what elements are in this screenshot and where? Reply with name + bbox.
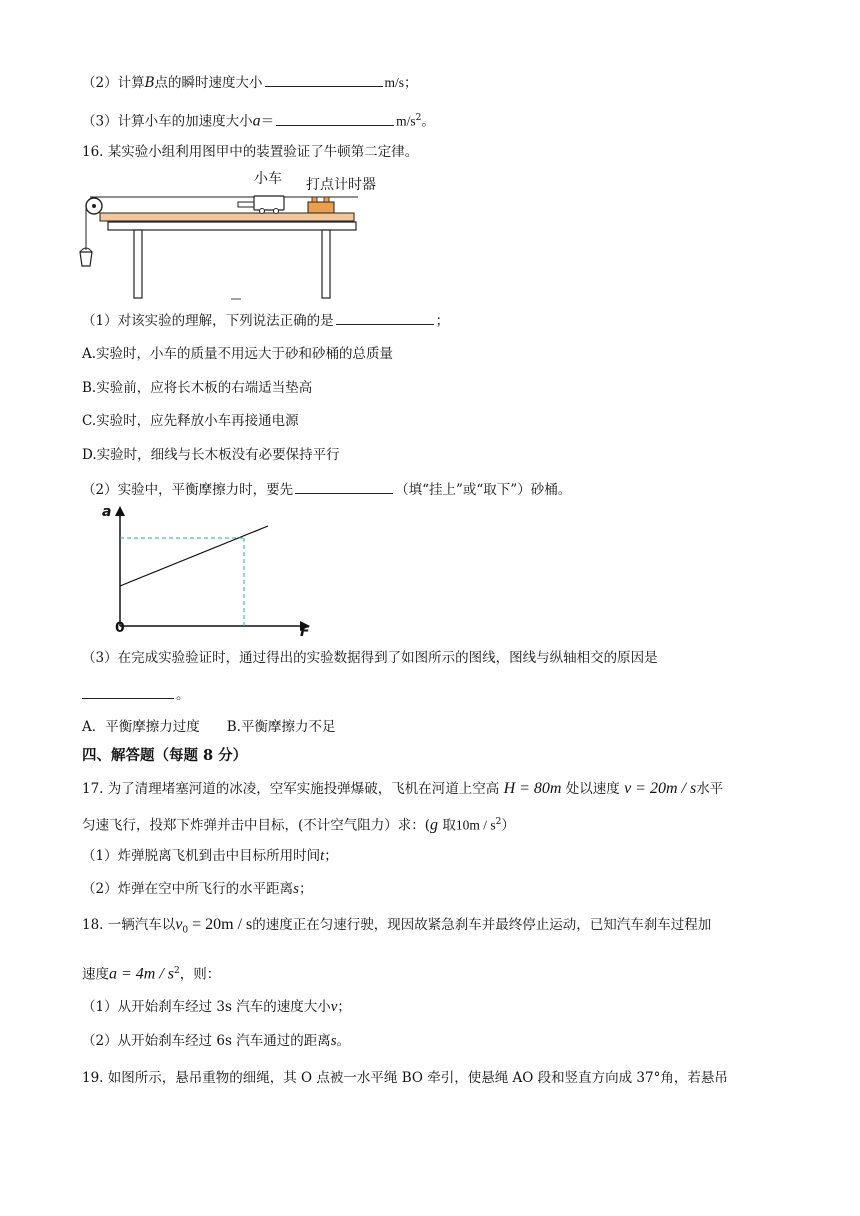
option-a: A.实验时，小车的质量不用远大于砂和砂桶的总质量 bbox=[82, 346, 394, 362]
question-17-cont: 匀速飞行，投郑下炸弹并击中目标，(不计空气阻力）求：(g 取$10m / s^2$） bbox=[82, 816, 515, 834]
long-board bbox=[100, 213, 354, 221]
question-16-1: （1）对该实验的理解，下列说法正确的是 ； bbox=[82, 310, 449, 331]
origin-label: 0 bbox=[115, 620, 125, 636]
cart-label: 小车 bbox=[254, 171, 282, 187]
question-16-2: （2）实验中，平衡摩擦力时，要先 （填“挂上”或“取下”）砂桶。 bbox=[82, 479, 571, 500]
section-heading: 四、解答题（每题 8 分） bbox=[82, 747, 248, 764]
table-leg-left bbox=[134, 230, 142, 298]
cart-wheel bbox=[260, 209, 265, 214]
question-15-3: （3）计算小车的加速度大小$a= m/s^2$。 bbox=[82, 112, 435, 130]
question-15-2: （2）计算B点的瞬时速度大小 m/s； bbox=[82, 72, 418, 93]
cart-rod bbox=[238, 202, 254, 207]
answer-blank[interactable] bbox=[276, 111, 394, 126]
table-leg-right bbox=[322, 230, 330, 298]
option-c: C.实验时，应先释放小车再接通电源 bbox=[82, 413, 299, 429]
y-axis-label: a bbox=[102, 504, 112, 520]
table-top bbox=[108, 222, 356, 230]
timer-label: 打点计时器 bbox=[306, 177, 376, 193]
question-17-1: （1）炸弹脱离飞机到击中目标所用时间t； bbox=[82, 848, 338, 864]
question-18-cont: 速度$a = 4m / s^2$，则： bbox=[82, 965, 221, 983]
question-17-2: （2）炸弹在空中所飞行的水平距离s； bbox=[82, 881, 313, 897]
graph-line bbox=[120, 526, 268, 586]
question-17: 17. 为了清理堵塞河道的冰凌，空军实施投弹爆破，飞机在河道上空高 H = 80m 处以速度 v = 20m / s水平 bbox=[82, 780, 724, 797]
answer-blank[interactable] bbox=[82, 684, 174, 699]
y-axis-arrow bbox=[115, 506, 125, 516]
timer-knob bbox=[312, 197, 317, 202]
question-16: 16. 某实验小组利用图甲中的装置验证了牛顿第二定律。 bbox=[82, 144, 419, 160]
timer-knob bbox=[324, 197, 329, 202]
timer bbox=[308, 202, 334, 213]
cart-wheel bbox=[274, 209, 279, 214]
x-axis-label: F bbox=[300, 624, 310, 640]
answer-blank[interactable] bbox=[265, 72, 383, 87]
question-16-3-blank-line: 。 bbox=[82, 684, 190, 705]
question-18-2: （2）从开始刹车经过 6s 汽车通过的距离s。 bbox=[82, 1033, 351, 1049]
question-18-1: （1）从开始刹车经过 3s 汽车的速度大小v； bbox=[82, 999, 351, 1015]
option-b: B.实验前，应将长木板的右端适当垫高 bbox=[82, 380, 313, 396]
question-18: 18. 一辆汽车以$v_0 = 20m / s$的速度正在匀速行驶，现因故紧急刹车并最终停止运动，已知汽车刹车过程加 bbox=[82, 916, 712, 936]
answer-blank[interactable] bbox=[336, 310, 434, 325]
cart bbox=[254, 196, 284, 210]
question-19: 19. 如图所示，悬吊重物的细绳，其 O 点被一水平绳 BO 牵引，使悬绳 AO 段和竖直方向成 37°角，若悬吊 bbox=[82, 1070, 728, 1086]
question-16-3-options: A．平衡摩擦力过度 B.平衡摩擦力不足 bbox=[82, 719, 336, 735]
question-16-3: （3）在完成实验验证时，通过得出的实验数据得到了如图所示的图线，图线与纵轴相交的原因是 bbox=[82, 650, 658, 666]
option-d: D.实验时，细线与长木板没有必要保持平行 bbox=[82, 447, 340, 463]
answer-blank[interactable] bbox=[295, 479, 393, 494]
sand-bucket bbox=[80, 252, 92, 266]
pulley-axle bbox=[92, 204, 96, 208]
a-f-graph bbox=[98, 504, 322, 642]
